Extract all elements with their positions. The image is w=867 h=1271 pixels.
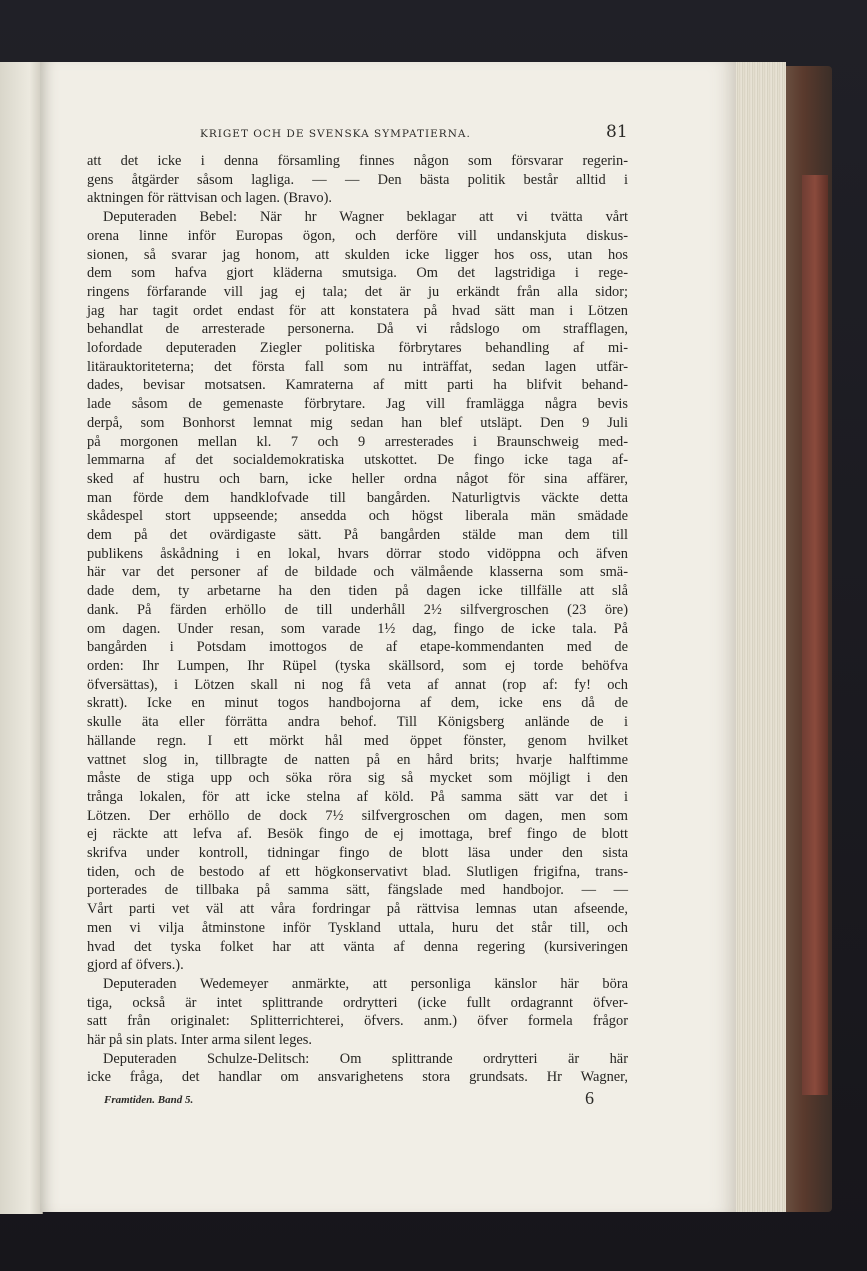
text-line: hällande regn. I ett mörkt hål med öppet fönster, genom hvilket — [87, 732, 628, 749]
text-line: porterades de tillbaka på samma sätt, fängslade med handbojor. — — — [87, 882, 628, 899]
text-line: öfversättas), i Lötzen skall ni nog få veta af annat (rop af: fy! och — [87, 676, 628, 693]
running-head: KRIGET OCH DE SVENSKA SYMPATIERNA. — [200, 128, 471, 140]
text-line: Vårt parti vet väl att våra fordringar på rättvisa lemnas utan afseende, — [87, 901, 628, 918]
facing-page — [0, 62, 43, 1214]
text-line: här på sin plats. Inter arma silent leges. — [87, 1032, 312, 1049]
text-line: trånga lokalen, för att icke stelna af köld. På samma sätt var det i — [87, 788, 628, 805]
text-line: skratt). Icke en minut togos handbojorna af dem, icke ens då de — [87, 695, 628, 712]
text-line: bangården i Potsdam imottogos de af etape-kommendanten med de — [87, 639, 628, 656]
text-line: ej räckte att lefva af. Besök fingo de ej imottaga, bref fingo de blott — [87, 826, 628, 843]
text-line: om dagen. Under resan, som varade 1½ dag, fingo de icke tala. På — [87, 620, 628, 637]
text-line: tiden, och de bestodo af ett högkonservativt blad. Slutligen frigifna, trans- — [87, 863, 628, 880]
page-edges — [728, 62, 786, 1212]
text-line: måste de stiga upp och söka röra sig så mycket som möjligt i den — [87, 770, 628, 787]
text-line: gens åtgärder såsom lagliga. — — Den bästa politik består alltid i — [87, 171, 628, 188]
text-line: Deputeraden Schulze-Delitsch: Om splittrande ordrytteri är här — [103, 1050, 628, 1067]
text-line: man förde dem handklofvade till bangården. Naturligtvis väckte detta — [87, 489, 628, 506]
text-line: tiga, också är intet splittrande ordrytteri (icke fullt ordagrannt öfver- — [87, 994, 628, 1011]
text-line: aktningen för rättvisan och lagen. (Bravo). — [87, 190, 332, 207]
text-line: orden: Ihr Lumpen, Ihr Rüpel (tyska skällsord, som ej torde behöfva — [87, 657, 628, 674]
body-text — [87, 152, 628, 1087]
text-line: hvad det tyska folket har att vänta af denna regering (kursiveringen — [87, 938, 628, 955]
text-line: dank. På färden erhöllo de till underhåll 2½ silfvergroschen (23 öre) — [87, 601, 628, 618]
text-line: satt från originalet: Splitterrichterei, öfvers. anm.) öfver formela frågor — [87, 1013, 628, 1030]
book-cover-edge — [802, 175, 828, 1095]
text-line: Lötzen. Der erhöllo de dock 7½ silfvergroschen om dagen, men som — [87, 807, 628, 824]
text-line: icke fråga, det handlar om ansvarighetens stora grundsats. Hr Wagner, — [87, 1069, 628, 1086]
text-line: orena linne inför Europas ögon, och derföre vill undanskjuta diskus- — [87, 227, 628, 244]
text-line: skådespel stort uppseende; ansedda och högst liberala män smädade — [87, 508, 628, 525]
text-line: publikens åskådning i en lokal, hvars dörrar stodo vidöppna och äfven — [87, 545, 628, 562]
text-line: skulle äta eller förrätta andra behof. Till Königsberg anlände de i — [87, 714, 628, 731]
text-line: jag har tagit ordet endast för att konstatera på hvad sätt man i Lötzen — [87, 302, 628, 319]
text-line: behandlat de arresterade personerna. Då vi rådslogo om strafflagen, — [87, 321, 628, 338]
footer-signature: Framtiden. Band 5. — [104, 1094, 194, 1106]
text-line: lemmarna af det socialdemokratiska utskottet. De fingo icke taga af- — [87, 452, 628, 469]
text-line: dem på det ovärdigaste sätt. På bangården stälde man dem till — [87, 527, 628, 544]
text-line: här var det personer af de bildade och välmående klasserna som smä- — [87, 564, 628, 581]
text-line: derpå, som Bonhorst lemnat mig sedan han blef utsläpt. Den 9 Juli — [87, 414, 628, 431]
text-line: skrifva under kontroll, tidningar fingo de blott läsa under den sista — [87, 845, 628, 862]
text-line: att det icke i denna församling finnes någon som försvarar regerin- — [87, 153, 628, 169]
text-line: ringens förfarande vill jag ej tala; det är ju erkändt från alla sidor; — [87, 283, 628, 300]
page-number: 81 — [606, 122, 628, 142]
text-line: vattnet slog in, tillbragte de natten på en hård brits; hvarje halftimme — [87, 751, 628, 768]
footer-signature-number: 6 — [585, 1088, 594, 1108]
text-line: litärauktoriteterna; det första fall som nu inträffat, sedan lagen utfär- — [87, 358, 628, 375]
text-line: gjord af öfvers.). — [87, 957, 184, 974]
text-line: dade dem, ty arbetarne ha den tiden på dagen icke tillfälle att slå — [87, 583, 628, 600]
text-line: men vi vilja åtminstone inför Tyskland uttala, huru det står till, och — [87, 919, 628, 936]
text-line: på morgonen mellan kl. 7 och 9 arresterades i Braunschweig med- — [87, 433, 628, 450]
text-line: lofordade deputeraden Ziegler politiska förbrytares behandling af mi- — [87, 340, 628, 357]
text-line: sked af hustru och barn, icke heller ordna något för sina affärer, — [87, 470, 628, 487]
text-line: Deputeraden Bebel: När hr Wagner beklagar att vi tvätta vårt — [103, 209, 628, 226]
text-line: lade såsom de gemenaste förbrytare. Jag vill framlägga några bevis — [87, 396, 628, 413]
text-line: sionen, så svarar jag honom, att skulden icke ligger hos oss, utan hos — [87, 246, 628, 263]
text-line: dem som hafva gjort kläderna smutsiga. Om det lagstridiga i rege- — [87, 265, 628, 282]
text-line: Deputeraden Wedemeyer anmärkte, att personliga känslor här böra — [103, 975, 628, 992]
text-line: dades, bevisar motsatsen. Kamraterna af mitt parti ha blifvit behand- — [87, 377, 628, 394]
